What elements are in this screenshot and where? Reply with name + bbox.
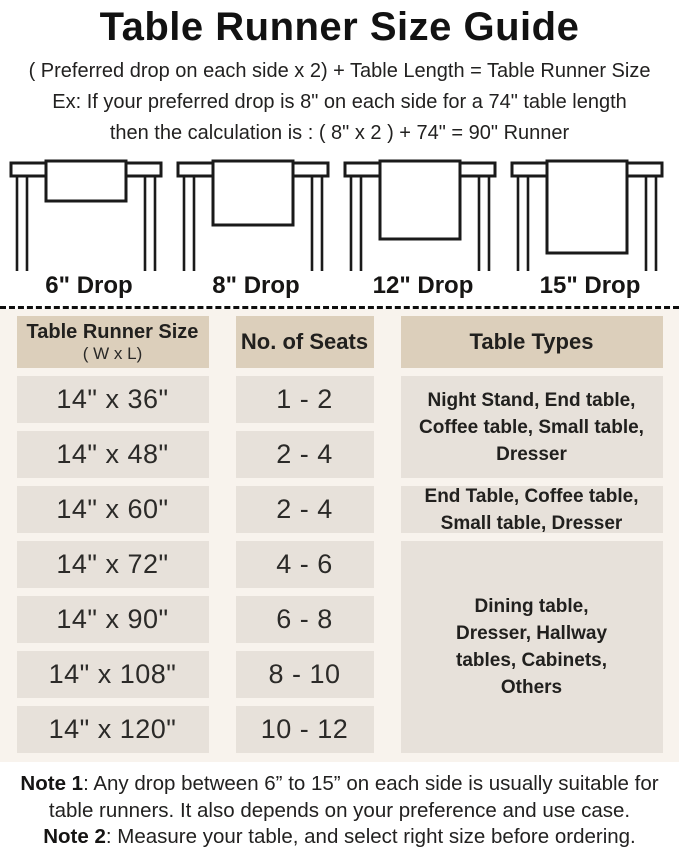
table-runner-diagram-icon bbox=[340, 159, 506, 271]
drop-illustrations bbox=[0, 159, 679, 271]
table-row-seats: 2 - 4 bbox=[236, 486, 374, 533]
table-runner-diagram-icon bbox=[507, 159, 673, 271]
column-header-table-types: Table Types bbox=[401, 316, 663, 368]
drop-label-6: 6" Drop bbox=[45, 272, 133, 299]
table-types-group-large: Dining table, Dresser, Hallway tables, Cabinets, Others bbox=[401, 541, 663, 753]
note-1-label: Note 1 bbox=[20, 772, 84, 795]
table-row-seats: 10 - 12 bbox=[236, 706, 374, 753]
formula-example-line-2: then the calculation is : ( 8" x 2 ) + 74" = 90" Runner bbox=[109, 122, 570, 144]
table-diagram-12-drop bbox=[340, 159, 506, 271]
table-row-seats: 8 - 10 bbox=[236, 651, 374, 698]
table-row-size: 14" x 60" bbox=[17, 486, 209, 533]
formula-example-line-1: Ex: If your preferred drop is 8" on each side for a 74" table length bbox=[52, 91, 627, 113]
note-1 bbox=[0, 771, 679, 824]
table-types-group-medium: End Table, Coffee table, Small table, Dresser bbox=[401, 486, 663, 533]
page-title: Table Runner Size Guide bbox=[99, 5, 580, 49]
drop-label-15: 15" Drop bbox=[539, 272, 641, 299]
table-row-size: 14" x 108" bbox=[17, 651, 209, 698]
column-header-runner-size bbox=[17, 316, 209, 368]
note-2-label: Note 2 bbox=[43, 825, 106, 848]
table-types-group-small: Night Stand, End table, Coffee table, Small table, Dresser bbox=[401, 376, 663, 478]
note-2 bbox=[0, 824, 679, 851]
table-row-size: 14" x 72" bbox=[17, 541, 209, 588]
table-row-seats: 6 - 8 bbox=[236, 596, 374, 643]
column-header-runner-size-subtitle: ( W x L) bbox=[82, 344, 143, 363]
note-1-text: : Any drop between 6” to 15” on each side is usually suitable for table runners. It also depends on your preference and use case. bbox=[48, 772, 659, 822]
table-diagram-15-drop bbox=[507, 159, 673, 271]
drop-labels-row bbox=[0, 272, 679, 300]
table-row-size: 14" x 120" bbox=[17, 706, 209, 753]
table-row-seats: 1 - 2 bbox=[236, 376, 374, 423]
table-row-seats: 2 - 4 bbox=[236, 431, 374, 478]
table-runner-diagram-icon bbox=[173, 159, 339, 271]
drop-label-12: 12" Drop bbox=[372, 272, 474, 299]
table-row-size: 14" x 90" bbox=[17, 596, 209, 643]
table-row-seats: 4 - 6 bbox=[236, 541, 374, 588]
size-table-section bbox=[0, 309, 679, 762]
size-table bbox=[0, 316, 679, 753]
table-runner-diagram-icon bbox=[6, 159, 172, 271]
notes-section bbox=[0, 762, 679, 851]
column-header-seats: No. of Seats bbox=[236, 316, 374, 368]
column-header-runner-size-title: Table Runner Size bbox=[26, 321, 199, 343]
header-section bbox=[0, 0, 679, 309]
note-2-text: : Measure your table, and select right size before ordering. bbox=[105, 825, 636, 848]
table-diagram-8-drop bbox=[173, 159, 339, 271]
formula-line: ( Preferred drop on each side x 2) + Table Length = Table Runner Size bbox=[28, 60, 651, 82]
table-row-size: 14" x 48" bbox=[17, 431, 209, 478]
table-diagram-6-drop bbox=[6, 159, 172, 271]
drop-label-8: 8" Drop bbox=[212, 272, 300, 299]
table-row-size: 14" x 36" bbox=[17, 376, 209, 423]
